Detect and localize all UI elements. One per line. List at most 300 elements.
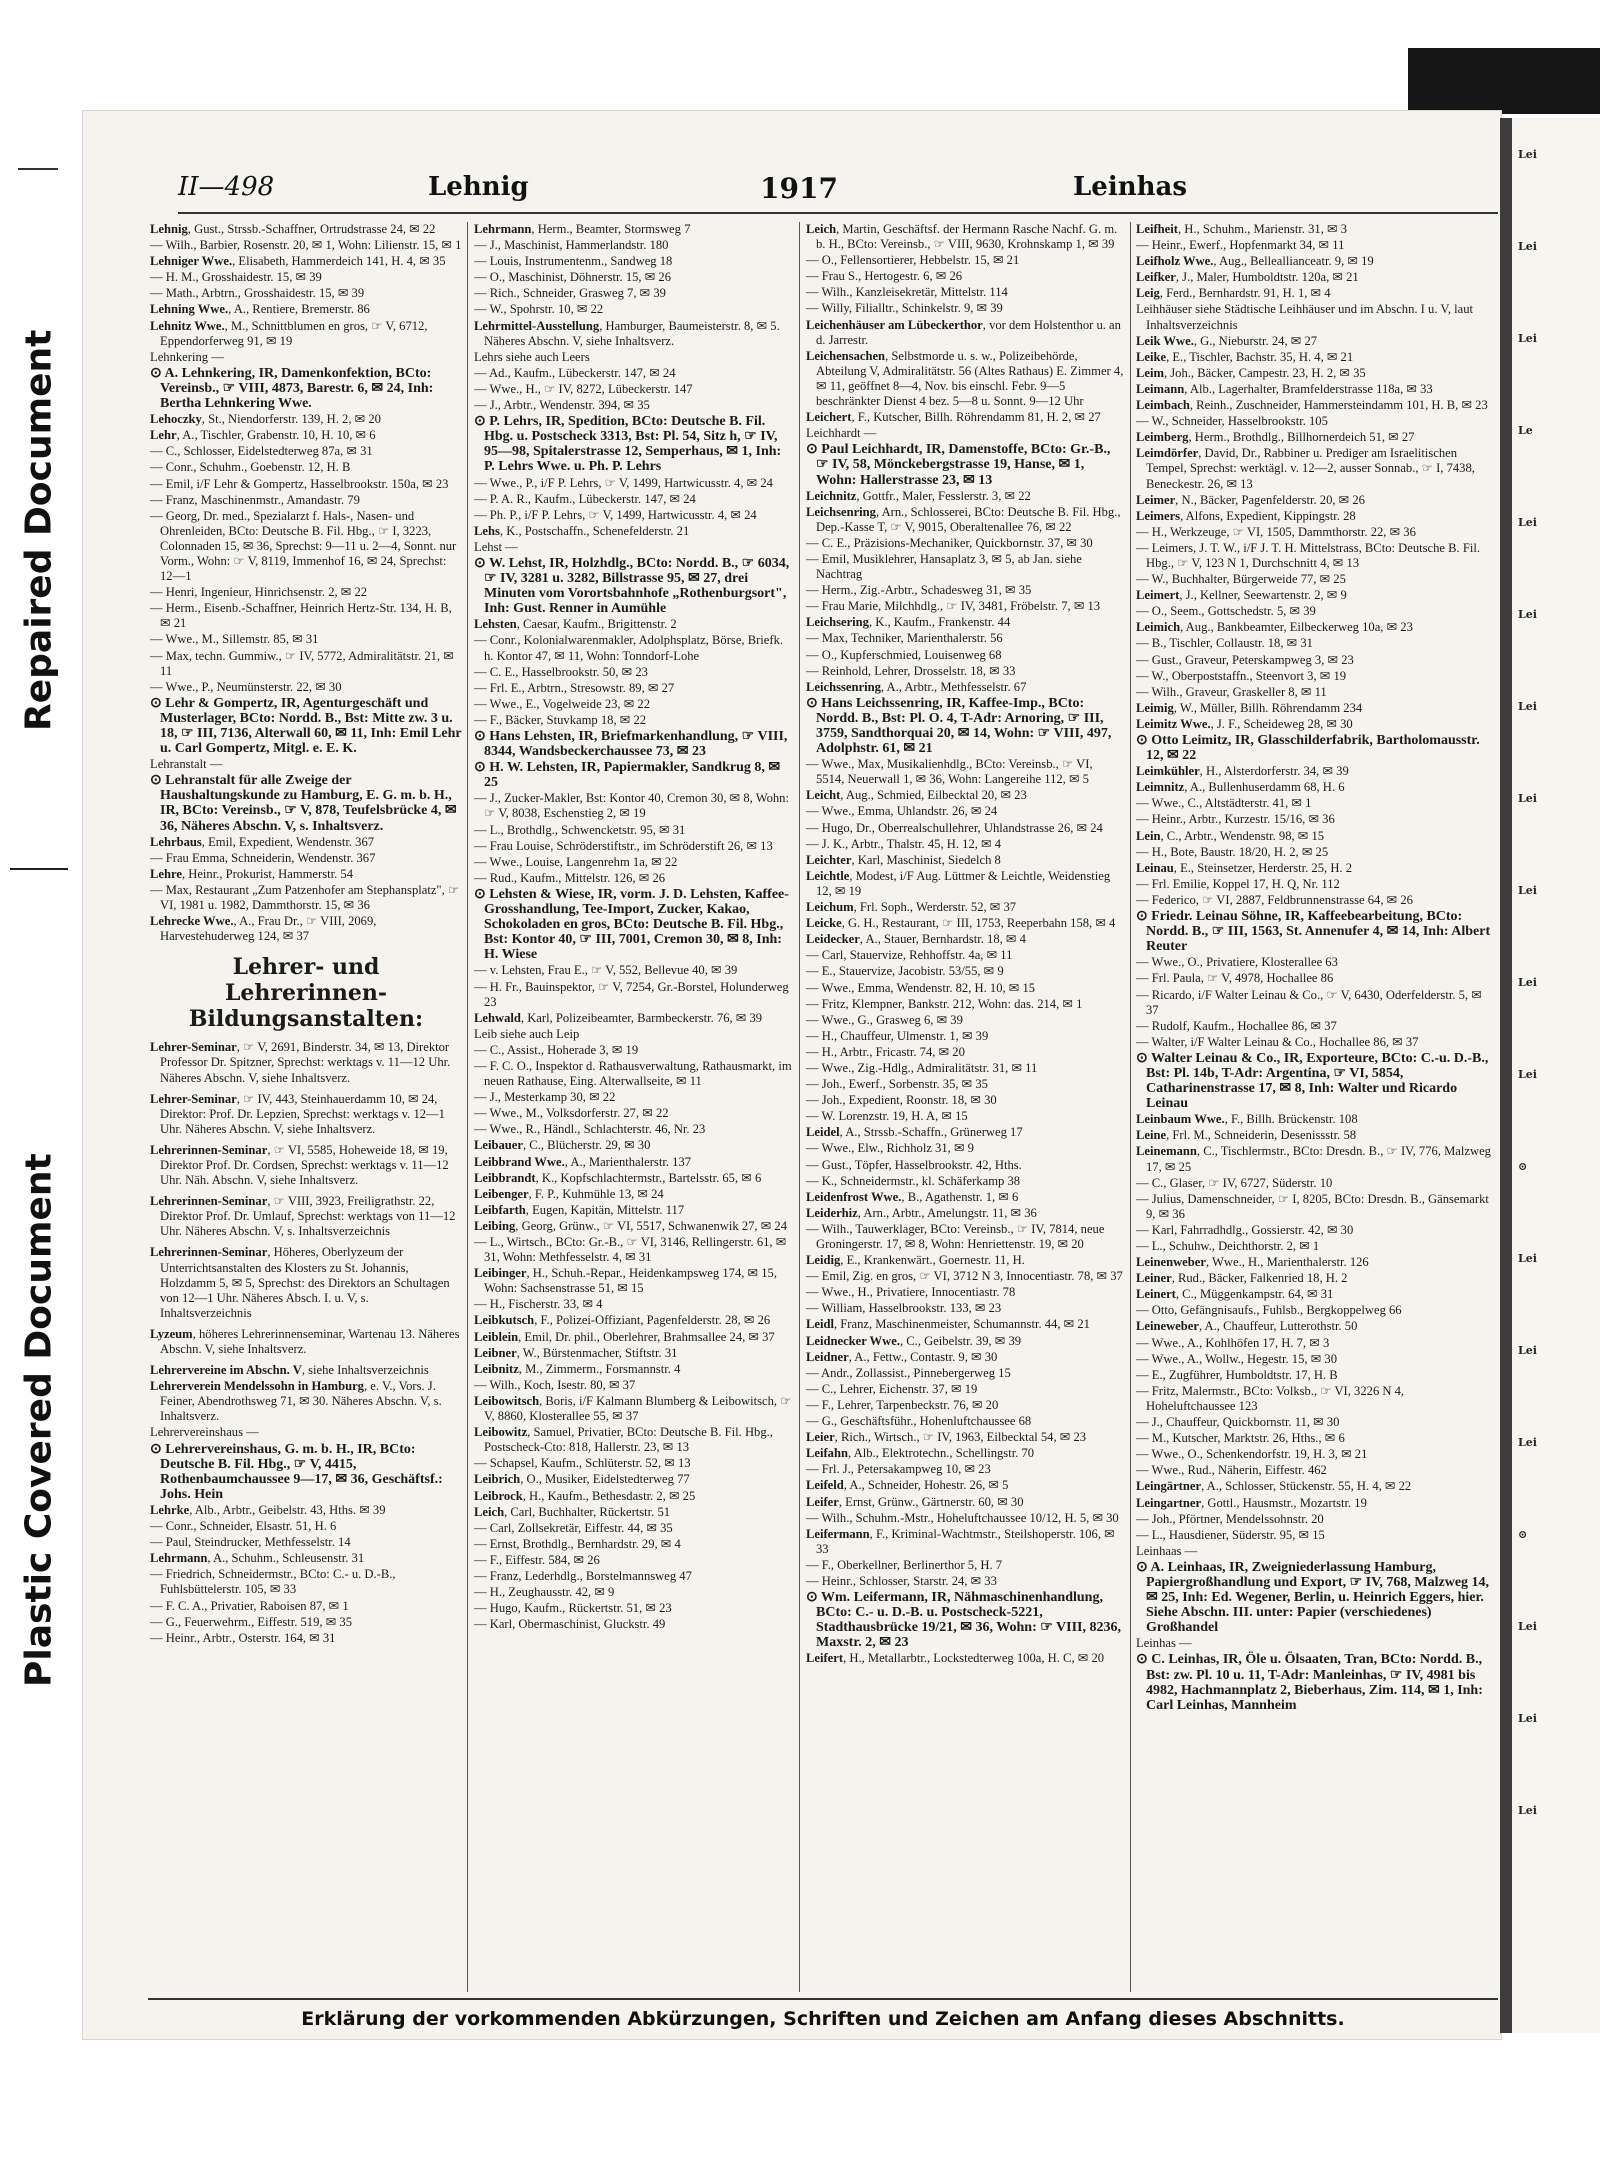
directory-entry: — Joh., Ewerf., Sorbenstr. 35, ✉ 35 (806, 1077, 988, 1092)
directory-entry: — F., Oberkellner, Berlinerthor 5, H. 7 (806, 1557, 1003, 1572)
directory-entry: — Wwe., Elw., Richholz 31, ✉ 9 (806, 1141, 974, 1156)
directory-entry: Leik Wwe., G., Nieburstr. 24, ✉ 27 (1136, 333, 1318, 348)
directory-entry: Leifker, J., Maler, Humboldtstr. 120a, ✉ 21 (1136, 270, 1359, 285)
directory-entry: Lehning Wwe., A., Rentiere, Bremerstr. 86 (150, 302, 370, 317)
directory-entry: — Wilh., Schuhm.-Mstr., Hoheluftchaussee 10/12, H. 5, ✉ 30 (806, 1510, 1119, 1525)
directory-entry: — Frau S., Hertogestr. 6, ✉ 26 (806, 269, 963, 284)
header-keyword-right: Leinhas (1073, 172, 1187, 202)
directory-entry: Lehrer-Seminar, ☞ IV, 443, Steinhauerdamm 10, ✉ 24, Direktor: Prof. Dr. Lepzien, Sprechst: werktags v. 12—1 Uhr. Näheres Abschn. V, siehe Inhaltsverz. (150, 1091, 445, 1136)
next-page-fragment: Lei (1518, 1344, 1537, 1357)
next-page-fragment: ⊙ (1518, 1160, 1528, 1173)
directory-entry: — Heinr., Ewerf., Hopfenmarkt 34, ✉ 11 (1136, 238, 1345, 253)
directory-entry: — Ernst, Brothdlg., Bernhardstr. 29, ✉ 4 (474, 1536, 681, 1551)
side-label-area (0, 160, 78, 2060)
directory-entry: Leichert, F., Kutscher, Billh. Röhrendamm 81, H. 2, ✉ 27 (806, 410, 1101, 425)
directory-entry: — Carl, Stauervize, Rehhoffstr. 4a, ✉ 11 (806, 948, 1013, 963)
directory-entry: — Paul, Steindrucker, Methfesselstr. 14 (150, 1535, 351, 1550)
directory-entry: — Joh., Pförtner, Mendelssohnstr. 20 (1136, 1511, 1324, 1526)
column-2 (474, 222, 794, 1992)
next-page-fragment: Le (1518, 424, 1533, 437)
directory-entry: — Conr., Schuhm., Goebenstr. 12, H. B (150, 460, 351, 475)
directory-entry: Leimbach, Reinh., Zuschneider, Hammersteindamm 101, H. B, ✉ 23 (1136, 398, 1488, 413)
directory-entry: Lehnitz Wwe., M., Schnittblumen en gros, ☞ V, 6712, Eppendorferweg 91, ✉ 19 (150, 318, 428, 348)
directory-entry: Lehrervereinshaus — (150, 1425, 259, 1440)
directory-entry: — Karl, Obermaschinist, Gluckstr. 49 (474, 1617, 666, 1632)
next-page-fragment: Lei (1518, 516, 1537, 529)
directory-entry: Leifer, Ernst, Grünw., Gärtnerstr. 60, ✉ 30 (806, 1494, 1024, 1509)
page-binding-edge (1500, 118, 1512, 2033)
directory-entry: — J., Mesterkamp 30, ✉ 22 (474, 1090, 616, 1105)
directory-entry: — L., Hausdiener, Süderstr. 95, ✉ 15 (1136, 1527, 1325, 1542)
directory-entry: — Andr., Zollassist., Pinnebergerweg 15 (806, 1365, 1011, 1380)
directory-entry: Leib siehe auch Leip (474, 1026, 580, 1041)
directory-entry: ⊙ Paul Leichhardt, IR, Damenstoffe, BCto: Gr.-B., ☞ IV, 58, Mönckebergstrasse 19, Hanse, ✉ 1, Wohn: Hallerstrasse 23, ✉ 13 (806, 442, 1111, 488)
directory-entry: — Friedrich, Schneidermstr., BCto: C.- u. D.-B., Fuhlsbüttelerstr. 105, ✉ 33 (150, 1567, 396, 1597)
directory-entry: Lyzeum, höheres Lehrerinnenseminar, Wartenau 13. Näheres Abschn. V, siehe Inhaltsverz. (150, 1326, 460, 1356)
next-page-fragment: Lei (1518, 792, 1537, 805)
directory-entry: Leimers, Alfons, Expedient, Kippingstr. 28 (1136, 508, 1356, 523)
directory-entry: — O., Fellensortierer, Hebbelstr. 15, ✉ 21 (806, 253, 1020, 268)
column-3 (806, 222, 1124, 1992)
directory-entry: Leinhas — (1136, 1636, 1192, 1651)
column-4 (1136, 222, 1494, 1992)
directory-entry: — Wilh., Koch, Isestr. 80, ✉ 37 (474, 1377, 636, 1392)
directory-entry: — Wilh., Barbier, Rosenstr. 20, ✉ 1, Wohn: Lilienstr. 15, ✉ 1 (150, 238, 462, 253)
directory-entry: Leibbrandt, K., Kopfschlachtermstr., Bartelsstr. 65, ✉ 6 (474, 1170, 762, 1185)
directory-entry: — Joh., Expedient, Roonstr. 18, ✉ 30 (806, 1093, 997, 1108)
directory-entry: Lehrs siehe auch Leers (474, 349, 590, 364)
next-page-strip (1512, 118, 1600, 2033)
side-label-divider (10, 868, 68, 870)
directory-entry: Leibfarth, Eugen, Kapitän, Mittelstr. 117 (474, 1202, 685, 1217)
directory-entry: — Schapsel, Kaufm., Schlüterstr. 52, ✉ 13 (474, 1456, 691, 1471)
directory-entry: Leichenhäuser am Lübeckerthor, vor dem Holstenthor u. an d. Jarrestr. (806, 317, 1121, 347)
directory-entry: Leidel, A., Strssb.-Schaffn., Grünerweg 17 (806, 1125, 1023, 1140)
column-1 (150, 222, 462, 1992)
next-page-fragment: Lei (1518, 884, 1537, 897)
directory-entry: ⊙ A. Lehnkering, IR, Damenkonfektion, BCto: Vereinsb., ☞ VIII, 4873, Barestr. 6, ✉ 24, Inh: Bertha Lehnkering Wwe. (150, 365, 434, 412)
directory-entry: — G., Geschäftsführ., Hohenluftchaussee 68 (806, 1414, 1032, 1429)
directory-entry: — H., Fischerstr. 33, ✉ 4 (474, 1297, 603, 1312)
next-page-fragment: Lei (1518, 1068, 1537, 1081)
directory-entry: Leichhardt — (806, 426, 877, 441)
directory-entry: Leidner, A., Fettw., Contastr. 9, ✉ 30 (806, 1349, 998, 1364)
directory-entry: — W., Buchhalter, Bürgerweide 77, ✉ 25 (1136, 572, 1346, 587)
directory-entry: — Reinhold, Lehrer, Drosselstr. 18, ✉ 33 (806, 663, 1016, 678)
directory-entry: Lehrmann, A., Schuhm., Schleusenstr. 31 (150, 1551, 365, 1566)
directory-entry: ⊙ P. Lehrs, IR, Spedition, BCto: Deutsche B. Fil. Hbg. u. Postscheck 3313, Bst: Pl. 54, Sitz h, ☞ IV, 95—98, Spitalerstrasse 12, Semperhaus, ✉ 1, Inh: P. Lehrs Wwe. u. Ph. P. Lehrs (474, 414, 782, 475)
directory-entry: — Wwe., A., Wollw., Hegestr. 15, ✉ 30 (1136, 1351, 1337, 1366)
directory-entry: ⊙ W. Lehst, IR, Holzhdlg., BCto: Nordd. B., ☞ 6034, ☞ IV, 3281 u. 3282, Billstrasse 95, ✉ 27, drei Minuten vom Vorortsbahnhofe „Rothenburgsort", Inh: Gust. Renner in Aumühle (474, 555, 790, 617)
directory-entry: Leifeld, A., Schneider, Hohestr. 26, ✉ 5 (806, 1478, 1009, 1493)
directory-entry: — W., Spohrstr. 10, ✉ 22 (474, 302, 604, 317)
directory-entry: ⊙ Lehr & Gompertz, IR, Agenturgeschäft und Musterlager, BCto: Nordd. B., Bst: Mitte zw. 3 u. 18, ☞ III, 7136, Alterwall 60, ✉ 11, Inh: Emil Lehr u. Carl Gompertz, Mitgl. e. E. K. (150, 695, 462, 757)
directory-entry: — Wwe., Emma, Wendenstr. 82, H. 10, ✉ 15 (806, 980, 1036, 995)
directory-entry: Leibrich, O., Musiker, Eidelstedterweg 77 (474, 1472, 690, 1487)
directory-entry: Leibrock, H., Kaufm., Bethesdastr. 2, ✉ 25 (474, 1488, 696, 1503)
directory-entry: — Louis, Instrumentenm., Sandweg 18 (474, 254, 673, 269)
section-title: Lehrer- und Lehrerinnen-Bildungsanstalten: (188, 954, 424, 1033)
directory-entry: — Wwe., H., Privatiere, Innocentiastr. 78 (806, 1285, 1016, 1300)
directory-entry: — Wwe., Zig.-Hdlg., Admiralitätstr. 31, ✉ 11 (806, 1060, 1038, 1075)
directory-entry: Leim, Joh., Bäcker, Campestr. 23, H. 2, ✉ 35 (1136, 365, 1366, 380)
directory-entry: Leimberg, Herm., Brothdlg., Billhornerdeich 51, ✉ 27 (1136, 430, 1415, 445)
directory-entry: — Wwe., C., Altstädterstr. 41, ✉ 1 (1136, 796, 1312, 811)
directory-entry: Leicke, G. H., Restaurant, ☞ III, 1753, Reeperbahn 158, ✉ 4 (806, 916, 1116, 931)
directory-entry: — P. A. R., Kaufm., Lübeckerstr. 147, ✉ 24 (474, 491, 696, 506)
directory-entry: — Walter, i/F Walter Leinau & Co., Hochallee 86, ✉ 37 (1136, 1034, 1419, 1049)
directory-entry: Lehnkering — (150, 349, 224, 364)
directory-entry: — G., Feuerwehrm., Eiffestr. 519, ✉ 35 (150, 1614, 352, 1629)
directory-entry: ⊙ Walter Leinau & Co., IR, Exporteure, BCto: C.-u. D.-B., Bst: Pl. 14b, T-Adr: Argentina, ☞ VI, 5854, Catharinenstrasse 17, ✉ 8, Inh: Walter und Ricardo Leinau (1136, 1050, 1489, 1112)
directory-entry: Lehrecke Wwe., A., Frau Dr., ☞ VIII, 2069, Harvestehuderweg 124, ✉ 37 (150, 914, 377, 944)
directory-entry: — Emil, Musiklehrer, Hansaplatz 3, ✉ 5, ab Jan. siehe Nachtrag (806, 551, 1082, 582)
scan-dark-corner (1408, 48, 1600, 114)
directory-entry: — Hugo, Dr., Oberrealschullehrer, Uhlandstrasse 26, ✉ 24 (806, 820, 1103, 835)
directory-entry: — Carl, Zollsekretär, Eiffestr. 44, ✉ 35 (474, 1520, 673, 1535)
directory-entry: Leihhäuser siehe Städtische Leihhäuser und im Abschn. I u. V, laut Inhaltsverzeichnis (1136, 302, 1474, 332)
directory-entry: — J., Maschinist, Hammerlandstr. 180 (474, 238, 669, 253)
directory-entry: — C., Schlosser, Eidelstedterweg 87a, ✉ 31 (150, 444, 373, 459)
directory-entry: Leichsenring, Arn., Schlosserei, BCto: Deutsche B. Fil. Hbg., Dep.-Kasse T, ☞ V, 9015, Oberaltenallee 76, ✉ 22 (806, 504, 1121, 534)
directory-entry: — Willy, Filialltr., Schinkelstr. 9, ✉ 39 (806, 301, 1003, 316)
footer-rule (148, 1998, 1498, 2000)
directory-entry: ⊙ Lehranstalt für alle Zweige der Haushaltungskunde zu Hamburg, E. G. m. b. H., IR, BCto: Vereinsb., ☞ V, 878, Teufelsbrücke 4, ✉ 36, Näheres Abschn. V, s. Inhaltsverz. (150, 773, 457, 834)
directory-entry: Leimich, Aug., Bankbeamter, Eilbeckerweg 10a, ✉ 23 (1136, 620, 1413, 635)
directory-entry: — Gust., Graveur, Peterskampweg 3, ✉ 23 (1136, 652, 1354, 667)
directory-entry: — H., Chauffeur, Ulmenstr. 1, ✉ 39 (806, 1028, 989, 1043)
directory-entry: — H., Bote, Baustr. 18/20, H. 2, ✉ 25 (1136, 844, 1329, 859)
directory-entry: Leibowitsch, Boris, i/F Kalmann Blumberg & Leibowitsch, ☞ V, 8860, Klosterallee 55, ✉ 37 (474, 1393, 792, 1424)
directory-entry: — Wwe., M., Sillemstr. 85, ✉ 31 (150, 632, 319, 647)
directory-entry: Leine, Frl. M., Schneiderin, Desenissstr. 58 (1136, 1128, 1357, 1143)
scan-top-margin (0, 0, 1600, 48)
directory-entry: ⊙ A. Leinhaas, IR, Zweigniederlassung Hamburg, Papiergroßhandlung und Export, ☞ IV, 768, Malzweg 14, ✉ 25, Inh: Ed. Wegener, Berlin, u. Heinrich Eggers, hier. Siehe Abschn. III. unter: Papier (verschiedenes) Großhandel (1136, 1559, 1490, 1636)
directory-entry: — F., Eiffestr. 584, ✉ 26 (474, 1552, 600, 1567)
directory-entry: — E., Stauervize, Jacobistr. 53/55, ✉ 9 (806, 964, 1004, 979)
page-header (178, 172, 1498, 212)
next-page-fragment: Lei (1518, 976, 1537, 989)
next-page-fragment: Lei (1518, 332, 1537, 345)
directory-entry: — H., Zeughausstr. 42, ✉ 9 (474, 1585, 615, 1600)
directory-entry: Leiblein, Emil, Dr. phil., Oberlehrer, Brahmsallee 24, ✉ 37 (474, 1329, 775, 1344)
directory-entry: Leier, Rich., Wirtsch., ☞ IV, 1963, Eilbecktal 54, ✉ 23 (806, 1430, 1087, 1445)
directory-entry: — Math., Arbtrn., Grosshaidestr. 15, ✉ 39 (150, 286, 365, 301)
directory-entry: — Wwe., Emma, Uhlandstr. 26, ✉ 24 (806, 804, 998, 819)
directory-entry: Leifheit, H., Schuhm., Marienstr. 31, ✉ 3 (1136, 222, 1347, 236)
directory-entry: — C. E., Präzisions-Mechaniker, Quickbornstr. 37, ✉ 30 (806, 535, 1093, 550)
directory-entry: — Emil, i/F Lehr & Gompertz, Hasselbrookstr. 150a, ✉ 23 (150, 476, 449, 491)
directory-entry: Leidig, E., Krankenwärt., Goernestr. 11, H. (806, 1253, 1025, 1268)
directory-entry: — H., Arbtr., Fricastr. 74, ✉ 20 (806, 1044, 965, 1059)
directory-entry: Lehrmittel-Ausstellung, Hamburger, Baumeisterstr. 8, ✉ 5. Näheres Abschn. V, siehe Inhaltsverz. (474, 318, 780, 348)
directory-entry: — F., Lehrer, Tarpenbeckstr. 76, ✉ 20 (806, 1397, 999, 1412)
directory-entry: — C., Glaser, ☞ IV, 6727, Süderstr. 10 (1136, 1175, 1333, 1190)
directory-entry: — O., Maschinist, Döhnerstr. 15, ✉ 26 (474, 270, 671, 285)
directory-entry: — B., Tischler, Collaustr. 18, ✉ 31 (1136, 636, 1313, 651)
directory-entry: — Wwe., G., Grasweg 6, ✉ 39 (806, 1012, 963, 1027)
directory-entry: — Wwe., E., Vogelweide 23, ✉ 22 (474, 696, 650, 711)
directory-entry: ⊙ Wm. Leifermann, IR, Nähmaschinenhandlung, BCto: C.- u. D.-B. u. Postscheck-5221, Stadthausbrücke 19/21, ✉ 36, Wohn: ☞ VIII, 8236, Maxstr. 2, ✉ 23 (806, 1590, 1121, 1651)
directory-entry: — Fritz, Malermstr., BCto: Volksb., ☞ VI, 3226 N 4, Hoheluftchaussee 123 (1136, 1383, 1405, 1413)
directory-entry: — Wwe., M., Volksdorferstr. 27, ✉ 22 (474, 1106, 669, 1121)
next-page-fragment: Lei (1518, 1712, 1537, 1725)
directory-entry: Leifert, H., Metallarbtr., Lockstedterweg 100a, H. C, ✉ 20 (806, 1651, 1105, 1666)
directory-entry: — L., Schuhw., Deichthorstr. 2, ✉ 1 (1136, 1239, 1320, 1253)
directory-entry: — F. C. A., Privatier, Raboisen 87, ✉ 1 (150, 1598, 349, 1613)
column-divider (799, 222, 800, 1992)
directory-entry: Lehrmann, Herm., Beamter, Stormsweg 7 (474, 222, 691, 236)
directory-entry: — Frl. Emilie, Koppel 17, H. Q, Nr. 112 (1136, 876, 1340, 891)
directory-entry: ⊙ Otto Leimitz, IR, Glasschilderfabrik, Bartholomausstr. 12, ✉ 22 (1136, 733, 1480, 764)
directory-entry: Leibinger, H., Schuh.-Repar., Heidenkampsweg 174, ✉ 15, Wohn: Sachsenstrasse 51, ✉ 15 (474, 1266, 777, 1296)
directory-entry: — Heinr., Schlosser, Starstr. 24, ✉ 33 (806, 1573, 997, 1588)
directory-entry: Lehsten, Caesar, Kaufm., Brigittenstr. 2 (474, 617, 677, 632)
abbreviations-footer: Erklärung der vorkommenden Abkürzungen, Schriften und Zeichen am Anfang dieses Abschnitts. (301, 2008, 1345, 2030)
directory-entry: — Max, techn. Gummiw., ☞ IV, 5772, Admiralitätstr. 21, ✉ 11 (150, 648, 454, 678)
directory-entry: — Heinr., Arbtr., Kurzestr. 15/16, ✉ 36 (1136, 812, 1335, 827)
directory-entry: Leicht, Aug., Schmied, Eilbecktal 20, ✉ 23 (806, 788, 1027, 803)
directory-entry: — Wwe., R., Händl., Schlachterstr. 46, Nr. 23 (474, 1122, 706, 1137)
directory-entry: Leich, Martin, Geschäftsf. der Hermann Rasche Nachf. G. m. b. H., BCto: Vereinsb., ☞ VIII, 9630, Krohnskamp 1, ✉ 39 (806, 222, 1118, 252)
directory-entry: — Herm., Eisenb.-Schaffner, Heinrich Hertz-Str. 134, H. B, ✉ 21 (150, 601, 452, 631)
directory-entry: — Rudolf, Kaufm., Hochallee 86, ✉ 37 (1136, 1018, 1337, 1033)
directory-entry: — Wwe., P., Neumünsterstr. 22, ✉ 30 (150, 679, 342, 694)
directory-entry: Lehniger Wwe., Elisabeth, Hammerdeich 141, H. 4, ✉ 35 (150, 254, 446, 269)
directory-entry: — Max, Techniker, Marienthalerstr. 56 (806, 631, 1003, 646)
directory-entry: — M., Kutscher, Marktstr. 26, Hths., ✉ 6 (1136, 1431, 1345, 1446)
directory-entry: — W., Schneider, Hasselbrookstr. 105 (1136, 414, 1328, 429)
directory-entry: — Franz, Lederhdlg., Borstelmannsweg 47 (474, 1568, 692, 1583)
directory-entry: — Frau Emma, Schneiderin, Wendenstr. 367 (150, 850, 376, 865)
header-keyword-left: Lehnig (428, 172, 529, 202)
directory-entry: — J. K., Arbtr., Thalstr. 45, H. 12, ✉ 4 (806, 836, 1002, 851)
directory-entry: Leifahn, Alb., Elektrotechn., Schellingstr. 70 (806, 1446, 1035, 1461)
directory-entry: Lehrbaus, Emil, Expedient, Wendenstr. 367 (150, 834, 375, 849)
directory-entry: ⊙ Hans Lehsten, IR, Briefmarkenhandlung, ☞ VIII, 8344, Wandsbeckerchaussee 73, ✉ 23 (474, 729, 788, 760)
directory-entry: — C., Assist., Hoherade 3, ✉ 19 (474, 1042, 639, 1057)
directory-entry: Lehrervereine im Abschn. V, siehe Inhaltsverzeichnis (150, 1363, 429, 1378)
directory-entry: — Wwe., P., i/F P. Lehrs, ☞ V, 1499, Hartwicusstr. 4, ✉ 24 (474, 475, 773, 490)
directory-entry: — Leimers, J. T. W., i/F J. T. H. Mittelstrass, BCto: Deutsche B. Fil. Hbg., ☞ V, 123 N 1, Durchschnitt 4, ✉ 13 (1136, 540, 1481, 570)
directory-entry: — Wwe., H., ☞ IV, 8272, Lübeckerstr. 147 (474, 381, 693, 396)
directory-entry: Leich, Carl, Buchhalter, Rückertstr. 51 (474, 1504, 671, 1519)
directory-entry: — Wwe., O., Schenkendorfstr. 19, H. 3, ✉ 21 (1136, 1447, 1368, 1462)
directory-entry: — O., Kupferschmied, Louisenweg 68 (806, 647, 1002, 662)
header-rule (178, 212, 1498, 214)
directory-entry: — Federico, ☞ VI, 2887, Feldbrunnenstrasse 64, ✉ 26 (1136, 892, 1413, 907)
directory-entry: — J., Zucker-Makler, Bst: Kontor 40, Cremon 30, ✉ 8, Wohn: ☞ V, 8038, Eschenstieg 2, ✉ 19 (474, 791, 789, 821)
next-page-fragment: ⊙ (1518, 1528, 1528, 1541)
directory-entry: Lehrer-Seminar, ☞ V, 2691, Binderstr. 34, ✉ 13, Direktor Professor Dr. Spitzner, Sprechst: werktags v. 11—12 Uhr. Näheres Abschn. V, siehe Inhaltsverz. (150, 1040, 451, 1085)
column-divider (467, 222, 468, 1992)
directory-entry: Leichssenring, A., Arbtr., Methfesselstr. 67 (806, 679, 1027, 694)
directory-entry: — F. C. O., Inspektor d. Rathausverwaltung, Rathausmarkt, im neuen Rathause, Eing. Alterwallseite, ✉ 11 (474, 1058, 792, 1089)
directory-entry: ⊙ H. W. Lehsten, IR, Papiermakler, Sandkrug 8, ✉ 25 (474, 760, 781, 791)
directory-entry: — C., Lehrer, Eichenstr. 37, ✉ 19 (806, 1381, 978, 1396)
directory-entry: Leidecker, A., Stauer, Bernhardstr. 18, ✉ 4 (806, 932, 1026, 947)
directory-entry: — J., Chauffeur, Quickbornstr. 11, ✉ 30 (1136, 1415, 1340, 1430)
directory-entry: — Julius, Damenschneider, ☞ I, 8205, BCto: Dresdn. B., Gänsemarkt 9, ✉ 36 (1136, 1191, 1489, 1221)
directory-entry: Leibbrand Wwe., A., Marienthalerstr. 137 (474, 1154, 692, 1169)
directory-entry: ⊙ Hans Leichssenring, IR, Kaffee-Imp., BCto: Nordd. B., Bst: Pl. O. 4, T-Adr: Arnoring, ☞ III, 3759, Sandthorquai 20, ✉ 14, Wohn: ☞ VIII, 497, Adolphstr. 61, ✉ 21 (806, 695, 1112, 757)
directory-entry: — Emil, Zig. en gros, ☞ VI, 3712 N 3, Innocentiastr. 78, ✉ 37 (806, 1269, 1123, 1284)
directory-entry: — H. Fr., Bauinspektor, ☞ V, 7254, Gr.-Borstel, Holunderweg 23 (474, 979, 789, 1009)
directory-entry: — Frau Louise, Schröderstiftstr., im Schröderstift 26, ✉ 13 (474, 838, 773, 853)
directory-entry: — Max, Restaurant „Zum Patzenhofer am Stephansplatz", ☞ VI, 1981 u. 1982, Dammthorstr. 15, ✉ 36 (150, 882, 460, 913)
directory-entry: — v. Lehsten, Frau E., ☞ V, 552, Bellevue 40, ✉ 39 (474, 963, 738, 978)
directory-entry: — Rud., Kaufm., Mittelstr. 126, ✉ 26 (474, 870, 666, 885)
directory-entry: Lehnig, Gust., Strssb.-Schaffner, Ortrudstrasse 24, ✉ 22 (150, 222, 436, 236)
directory-entry: — W. Lorenzstr. 19, H. A, ✉ 15 (806, 1109, 968, 1124)
directory-entry: Leimann, Alb., Lagerhalter, Bramfelderstrasse 118a, ✉ 33 (1136, 381, 1433, 396)
directory-entry: — H. M., Grosshaidestr. 15, ✉ 39 (150, 270, 322, 285)
directory-entry: — Ricardo, i/F Walter Leinau & Co., ☞ V, 6430, Oderfelderstr. 5, ✉ 37 (1136, 987, 1482, 1017)
directory-entry: — Wwe., Louise, Langenrehm 1a, ✉ 22 (474, 854, 678, 869)
directory-entry: — E., Zugführer, Humboldtstr. 17, H. B (1136, 1367, 1338, 1382)
directory-entry: — F., Bäcker, Stuvkamp 18, ✉ 22 (474, 712, 647, 727)
directory-entry: Lehs, K., Postschaffn., Schenefelderstr. 21 (474, 523, 690, 538)
directory-entry: Leineweber, A., Chauffeur, Lutterothstr. 50 (1136, 1319, 1358, 1334)
directory-entry: — Conr., Kolonialwarenmakler, Adolphsplatz, Börse, Briefk. h. Kontor 47, ✉ 11, Wohn: Tonndorf-Lohe (474, 633, 784, 663)
directory-entry: Lehst — (474, 539, 518, 554)
plastic-covered-document-label: Plastic Covered Document (18, 1153, 60, 1687)
directory-entry: — Ph. P., i/F P. Lehrs, ☞ V, 1499, Hartwicusstr. 4, ✉ 24 (474, 507, 757, 522)
directory-entry: — K., Schneidermstr., kl. Schäferkamp 38 (806, 1173, 1021, 1188)
directory-entry: — L., Wirtsch., BCto: Gr.-B., ☞ VI, 3146, Rellingerstr. 61, ✉ 31, Wohn: Methfesselstr. 4, ✉ 31 (474, 1235, 787, 1265)
directory-entry: — Frl. Paula, ☞ V, 4978, Hochallee 86 (1136, 971, 1334, 986)
directory-entry: — W., Oberpoststaffn., Steenvort 3, ✉ 19 (1136, 668, 1347, 683)
directory-entry: Leig, Ferd., Bernhardstr. 91, H. 1, ✉ 4 (1136, 286, 1331, 301)
directory-entry: Lehranstalt — (150, 757, 223, 772)
directory-entry: — Gust., Töpfer, Hasselbrookstr. 42, Hths. (806, 1157, 1022, 1172)
directory-entry: Leibenger, F. P., Kuhmühle 13, ✉ 24 (474, 1186, 664, 1201)
directory-entry: Leimer, N., Bäcker, Pagenfelderstr. 20, ✉ 26 (1136, 492, 1365, 507)
directory-entry: Leinau, E., Steinsetzer, Herderstr. 25, H. 2 (1136, 860, 1353, 875)
directory-entry: — Otto, Gefängnisaufs., Fuhlsb., Bergkoppelweg 66 (1136, 1303, 1402, 1318)
directory-entry: Leinhaas — (1136, 1543, 1198, 1558)
header-year: 1917 (760, 172, 838, 205)
directory-entry: Leiner, Rud., Bäcker, Falkenried 18, H. 2 (1136, 1271, 1348, 1286)
directory-entry: — Rich., Schneider, Grasweg 7, ✉ 39 (474, 286, 666, 301)
directory-entry: — J., Arbtr., Wendenstr. 394, ✉ 35 (474, 398, 650, 413)
directory-entry: Leimitz Wwe., J. F., Scheideweg 28, ✉ 30 (1136, 716, 1353, 731)
directory-entry: — Hugo, Kaufm., Rückertstr. 51, ✉ 23 (474, 1601, 672, 1616)
directory-entry: Leiderhiz, Arn., Arbtr., Amelungstr. 11, ✉ 36 (806, 1205, 1037, 1220)
directory-entry: — Wwe., O., Privatiere, Klosterallee 63 (1136, 955, 1338, 970)
next-page-fragment: Lei (1518, 1252, 1537, 1265)
directory-entry: — C. E., Hasselbrookstr. 50, ✉ 23 (474, 664, 648, 679)
directory-entry: — Frl. J., Petersakampweg 10, ✉ 23 (806, 1462, 991, 1477)
directory-entry: Leimkühler, H., Alsterdorferstr. 34, ✉ 39 (1136, 764, 1349, 779)
directory-entry: Leimdörfer, David, Dr., Rabbiner u. Prediger am Israelitischen Tempel, Sprechst: werktägl. v. 12—2, ausser Sonnab., ☞ I, 7438, Beneckestr. 26, ✉ 13 (1136, 446, 1475, 491)
directory-entry: Lehre, Heinr., Prokurist, Hammerstr. 54 (150, 866, 354, 881)
directory-entry: Leibnitz, M., Zimmerm., Forsmannstr. 4 (474, 1361, 681, 1376)
directory-entry: Leibing, Georg, Grünw., ☞ VI, 5517, Schwanenwik 27, ✉ 24 (474, 1218, 788, 1233)
directory-entry: Leimert, J., Kellner, Seewartenstr. 2, ✉ 9 (1136, 588, 1347, 603)
directory-entry: — L., Brothdlg., Schwencketstr. 95, ✉ 31 (474, 822, 686, 837)
directory-entry: — Frl. E., Arbtrn., Stresowstr. 89, ✉ 27 (474, 680, 675, 695)
directory-entry: Leinemann, C., Tischlermstr., BCto: Dresdn. B., ☞ IV, 776, Malzweg 17, ✉ 25 (1136, 1144, 1491, 1174)
directory-entry: — Wilh., Tauwerklager, BCto: Vereinsb., ☞ IV, 7814, neue Groningerstr. 17, ✉ 8, Wohn: Henriettenstr. 19, ✉ 20 (806, 1221, 1105, 1251)
directory-entry: Leike, E., Tischler, Bachstr. 35, H. 4, ✉ 21 (1136, 349, 1354, 364)
directory-entry: Lehrke, Alb., Arbtr., Geibelstr. 43, Hths. ✉ 39 (150, 1502, 386, 1517)
directory-entry: Leingärtner, A., Schlosser, Stückenstr. 55, H. 4, ✉ 22 (1136, 1479, 1412, 1494)
directory-entry: Lehrerinnen-Seminar, ☞ VIII, 3923, Freiligrathstr. 22, Direktor Prof. Dr. Umlauf, Sprechst: werktags von 11—12 Uhr. Näheres Abschn. V, s. Inhaltsverzeichnis (150, 1194, 456, 1239)
directory-entry: Leifermann, F., Kriminal-Wachtmstr., Steilshoperstr. 106, ✉ 33 (806, 1526, 1115, 1556)
next-page-fragment: Lei (1518, 240, 1537, 253)
directory-entry: Leimig, W., Müller, Billh. Röhrendamm 234 (1136, 700, 1363, 715)
directory-entry: — H., Werkzeuge, ☞ VI, 1505, Dammthorstr. 22, ✉ 36 (1136, 524, 1416, 539)
directory-entry: Leibkutsch, F., Polizei-Offiziant, Pagenfelderstr. 28, ✉ 26 (474, 1313, 771, 1328)
directory-entry: — William, Hasselbrookstr. 133, ✉ 23 (806, 1301, 1002, 1316)
next-page-fragment: Lei (1518, 1620, 1537, 1633)
directory-entry: — Herm., Zig.-Arbtr., Schadesweg 31, ✉ 35 (806, 583, 1032, 598)
directory-entry: ⊙ Friedr. Leinau Söhne, IR, Kaffeebearbeitung, BCto: Nordd. B., ☞ III, 1563, St. Annenufer 4, ✉ 14, Inh: Albert Reuter (1136, 909, 1491, 955)
directory-entry: Leichensachen, Selbstmorde u. s. w., Polizeibehörde, Abteilung V, Admiralitätstr. 56 (Altes Rathaus) E. Zimmer 4, ✉ 11, geöffnet 8—4, Nov. bis einschl. Febr. 9—5 beschränkter Dienst 4 bez. 5—8 u. Sonnt. 9—12 Uhr (806, 348, 1124, 409)
directory-entry: Leifholz Wwe., Aug., Belleallianceatr. 9, ✉ 19 (1136, 254, 1374, 269)
directory-entry: — Heinr., Arbtr., Osterstr. 164, ✉ 31 (150, 1630, 336, 1645)
directory-entry: Lehoczky, St., Niendorferstr. 139, H. 2, ✉ 20 (150, 412, 381, 427)
next-page-fragment: Lei (1518, 1436, 1537, 1449)
directory-entry: — Conr., Schneider, Elsastr. 51, H. 6 (150, 1519, 337, 1534)
directory-entry: Leichum, Frl. Soph., Werderstr. 52, ✉ 37 (806, 900, 1017, 915)
next-page-fragment: Lei (1518, 700, 1537, 713)
directory-entry: Lehwald, Karl, Polizeibeamter, Barmbeckerstr. 76, ✉ 39 (474, 1010, 763, 1025)
directory-entry: — Wilh., Graveur, Graskeller 8, ✉ 11 (1136, 684, 1327, 699)
directory-entry: ⊙ Lehsten & Wiese, IR, vorm. J. D. Lehsten, Kaffee-Grosshandlung, Tee-Import, Zucker, Kakao, Schokoladen en gros, BCto: Deutsche B. Fil. Hbg., Bst: Kontor 40, ☞ III, 7001, Cremon 30, ✉ 8, Inh: H. Wiese (474, 886, 789, 963)
repaired-document-label: Repaired Document (18, 329, 60, 731)
directory-entry: Leinenweber, Wwe., H., Marienthalerstr. 126 (1136, 1255, 1369, 1270)
directory-entry: — Wwe., Rud., Näherin, Eiffestr. 462 (1136, 1463, 1327, 1478)
directory-entry: Leichter, Karl, Maschinist, Siedelch 8 (806, 852, 1001, 867)
directory-entry: Leibowitz, Samuel, Privatier, BCto: Deutsche B. Fil. Hbg., Postscheck-Cto: 818, Hallerstr. 23, ✉ 13 (474, 1425, 773, 1455)
directory-entry: — Fritz, Klempner, Bankstr. 212, Wohn: das. 214, ✉ 1 (806, 996, 1083, 1011)
directory-entry: Lehr, A., Tischler, Grabenstr. 10, H. 10, ✉ 6 (150, 428, 376, 443)
directory-entry: — Ad., Kaufm., Lübeckerstr. 147, ✉ 24 (474, 365, 676, 380)
directory-entry: Leidnecker Wwe., C., Geibelstr. 39, ✉ 39 (806, 1333, 1022, 1348)
column-divider (1130, 222, 1131, 1992)
directory-entry: Lehrerinnen-Seminar, Höheres, Oberlyzeum der Unterrichtsanstalten des Klosters zu St. Johannis, Holzdamm 5, ✉ 5, Sprechst: des Direktors an Schultagen von 12—1 Uhr. Näheres Absch. I. u. V, s. Inhaltsverzeichnis (150, 1245, 450, 1320)
directory-entry: Leidenfrost Wwe., B., Agathenstr. 1, ✉ 6 (806, 1189, 1019, 1204)
directory-entry: ⊙ Lehrervereinshaus, G. m. b. H., IR, BCto: Deutsche B. Fil. Hbg., ☞ V, 4415, Rothenbaumchaussee 9—17, ✉ 36, Geschäftsf.: Johs. Hein (150, 1441, 443, 1502)
next-page-fragment: Lei (1518, 148, 1537, 161)
directory-entry: Leingartner, Gottl., Hausmstr., Mozartstr. 19 (1136, 1495, 1367, 1510)
directory-entry: — Frau Marie, Milchhdlg., ☞ IV, 3481, Fröbelstr. 7, ✉ 13 (806, 599, 1101, 614)
directory-entry: — O., Seem., Gottschedstr. 5, ✉ 39 (1136, 604, 1316, 619)
directory-entry: — Wilh., Kanzleisekretär, Mittelstr. 114 (806, 285, 1008, 300)
directory-entry: Leimnitz, A., Bullenhuserdamm 68, H. 6 (1136, 780, 1345, 795)
directory-entry: Leibauer, C., Blücherstr. 29, ✉ 30 (474, 1138, 651, 1153)
next-page-fragment: Lei (1518, 608, 1537, 621)
directory-entry: — Wwe., A., Kohlhöfen 17, H. 7, ✉ 3 (1136, 1335, 1330, 1350)
directory-entry: — Georg, Dr. med., Spezialarzt f. Hals-, Nasen- und Ohrenleiden, BCto: Deutsche B. Fil. Hbg., ☞ I, 3223, Colonnaden 15, ✉ 36, Sprechst: 9—11 u. 2—4, Sonnt. nur Vorm., Wohn: ☞ V, 8119, Immenhof 16, ✉ 24, Sprechst: 12—1 (150, 508, 457, 584)
directory-entry: Leidl, Franz, Maschinenmeister, Schumannstr. 44, ✉ 21 (806, 1317, 1090, 1332)
directory-entry: Lehrerinnen-Seminar, ☞ VI, 5585, Hoheweide 18, ✉ 19, Direktor Prof. Dr. Cordsen, Sprechst: werktags v. 11—12 Uhr. Näh. Abschn. V, siehe Inhaltsverz. (150, 1142, 449, 1188)
directory-entry: Lehrerverein Mendelssohn in Hamburg, e. V., Vors. J. Feiner, Abendrothsweg 71, ✉ 30. Näheres Abschn. V, s. Inhaltsverz. (150, 1379, 442, 1424)
page-number: II—498 (178, 172, 275, 202)
side-ticks (18, 168, 58, 180)
directory-entry: Leibner, W., Bürstenmacher, Stiftstr. 31 (474, 1345, 678, 1360)
directory-entry: ⊙ C. Leinhas, IR, Öle u. Ölsaaten, Tran, BCto: Nordd. B., Bst: zw. Pl. 10 u. 11, T-Adr: Manleinhas, ☞ IV, 4981 bis 4982, Hachmannplatz 2, Bieberhaus, Zim. 114, ✉ 1, Inh: Carl Leinhas, Mannheim (1136, 1652, 1483, 1713)
directory-entry: Leichsering, K., Kaufm., Frankenstr. 44 (806, 615, 1011, 630)
next-page-fragment: Lei (1518, 1804, 1537, 1817)
directory-entry: Leichtle, Modest, i/F Aug. Lüttmer & Leichtle, Weidenstieg 12, ✉ 19 (806, 868, 1111, 898)
directory-entry: Lein, C., Arbtr., Wendenstr. 98, ✉ 15 (1136, 828, 1325, 843)
directory-entry: — Karl, Fahrradhdlg., Gossierstr. 42, ✉ 30 (1136, 1222, 1354, 1237)
directory-entry: — Wwe., Max, Musikalienhdlg., BCto: Vereinsb., ☞ VI, 5514, Neuerwall 1, ✉ 36, Wohn: Langereihe 112, ✉ 5 (806, 757, 1093, 787)
directory-entry: — Franz, Maschinenmstr., Amandastr. 79 (150, 492, 360, 507)
